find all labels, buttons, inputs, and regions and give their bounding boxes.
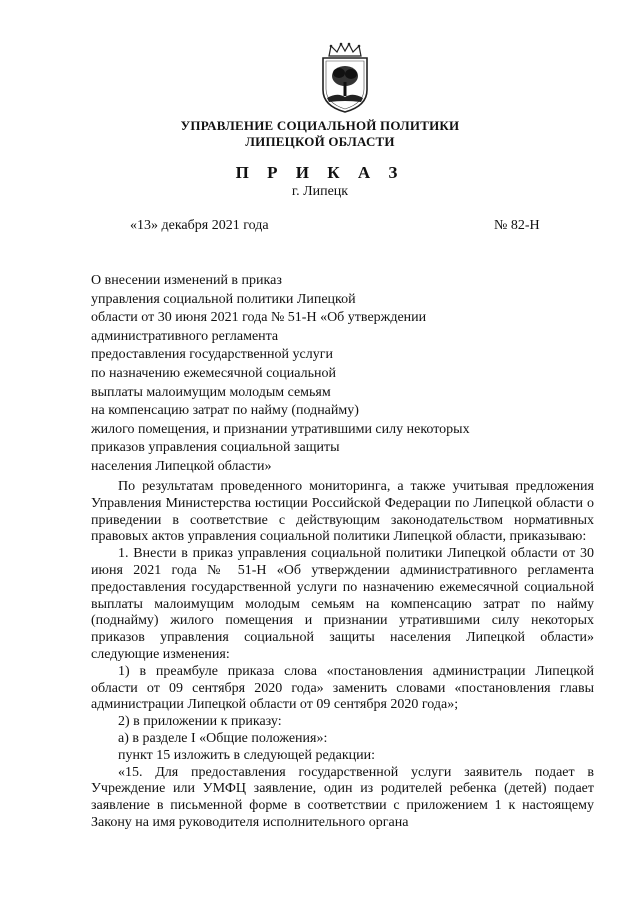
subject-line: административного регламента: [91, 328, 279, 344]
organization-name-line1: УПРАВЛЕНИЕ СОЦИАЛЬНОЙ ПОЛИТИКИ: [180, 118, 460, 133]
subject-line: на компенсацию затрат по найму (поднайму): [91, 403, 359, 419]
body-paragraph: По результатам проведенного мониторинга, а также учитывая предложения Управления Министерства юстиции Российской Федерации по Липецкой области о приведении в соответствие с действующим законодательством нормативных правовых актов управления социальной политики Липецкой области, приказываю:: [91, 479, 594, 545]
document-city: г. Липецк: [291, 184, 349, 199]
subject-line: приказов управления социальной защиты: [91, 440, 340, 456]
subject-line: по назначению ежемесячной социальной: [91, 365, 336, 381]
subject-line: области от 30 июня 2021 года № 51-Н «Об утверждении: [91, 310, 427, 326]
subject-line: выплаты малоимущим молодым семьям: [91, 384, 331, 400]
body-paragraph: пункт 15 изложить в следующей редакции:: [118, 747, 375, 763]
organization-name-line2: ЛИПЕЦКОЙ ОБЛАСТИ: [245, 134, 395, 149]
document-number: № 82-Н: [494, 218, 540, 233]
body-paragraph: а) в разделе I «Общие положения»:: [118, 730, 328, 746]
subject-line: предоставления государственной услуги: [91, 347, 333, 363]
subject-line: жилого помещения, и признании утратившими силу некоторых: [91, 421, 470, 437]
subject-line: управления социальной политики Липецкой: [91, 291, 356, 307]
document-date: «13» декабря 2021 года: [130, 218, 269, 233]
document-title: П Р И К А З: [235, 163, 405, 182]
document-subject: [91, 272, 470, 477]
body-paragraph: «15. Для предоставления государственной услуги заявитель подает в Учреждение или УМФЦ заявление, один из родителей ребенка (детей) подает заявление в письменной форме в соответствии с приложением 1 к настоящему Закону на имя руководителя исполнительного органа: [91, 764, 594, 830]
subject-line: населения Липецкой области»: [91, 458, 272, 474]
body-paragraph: 2) в приложении к приказу:: [118, 714, 282, 730]
body-paragraph: 1) в преамбуле приказа слова «постановления администрации Липецкой области от 09 сентября 2020 года» заменить словами «постановления главы администрации Липецкой области от 09 сентября 2020 года»;: [91, 663, 594, 713]
document-body: [91, 479, 594, 832]
coat-of-arms-emblem: [317, 42, 373, 114]
subject-line: О внесении изменений в приказ: [91, 273, 282, 288]
body-paragraph: 1. Внести в приказ управления социальной политики Липецкой области от 30 июня 2021 года № 51-Н «Об утверждении административного регламента предоставления государственной услуги по назначению ежемесячной социальной выплаты малоимущим молодым семьям на компенсацию затрат по найму (поднайму) жилого помещения и признании утратившими силу некоторых приказов управления социальной защиты населения Липецкой области» следующие изменения:: [91, 546, 594, 662]
